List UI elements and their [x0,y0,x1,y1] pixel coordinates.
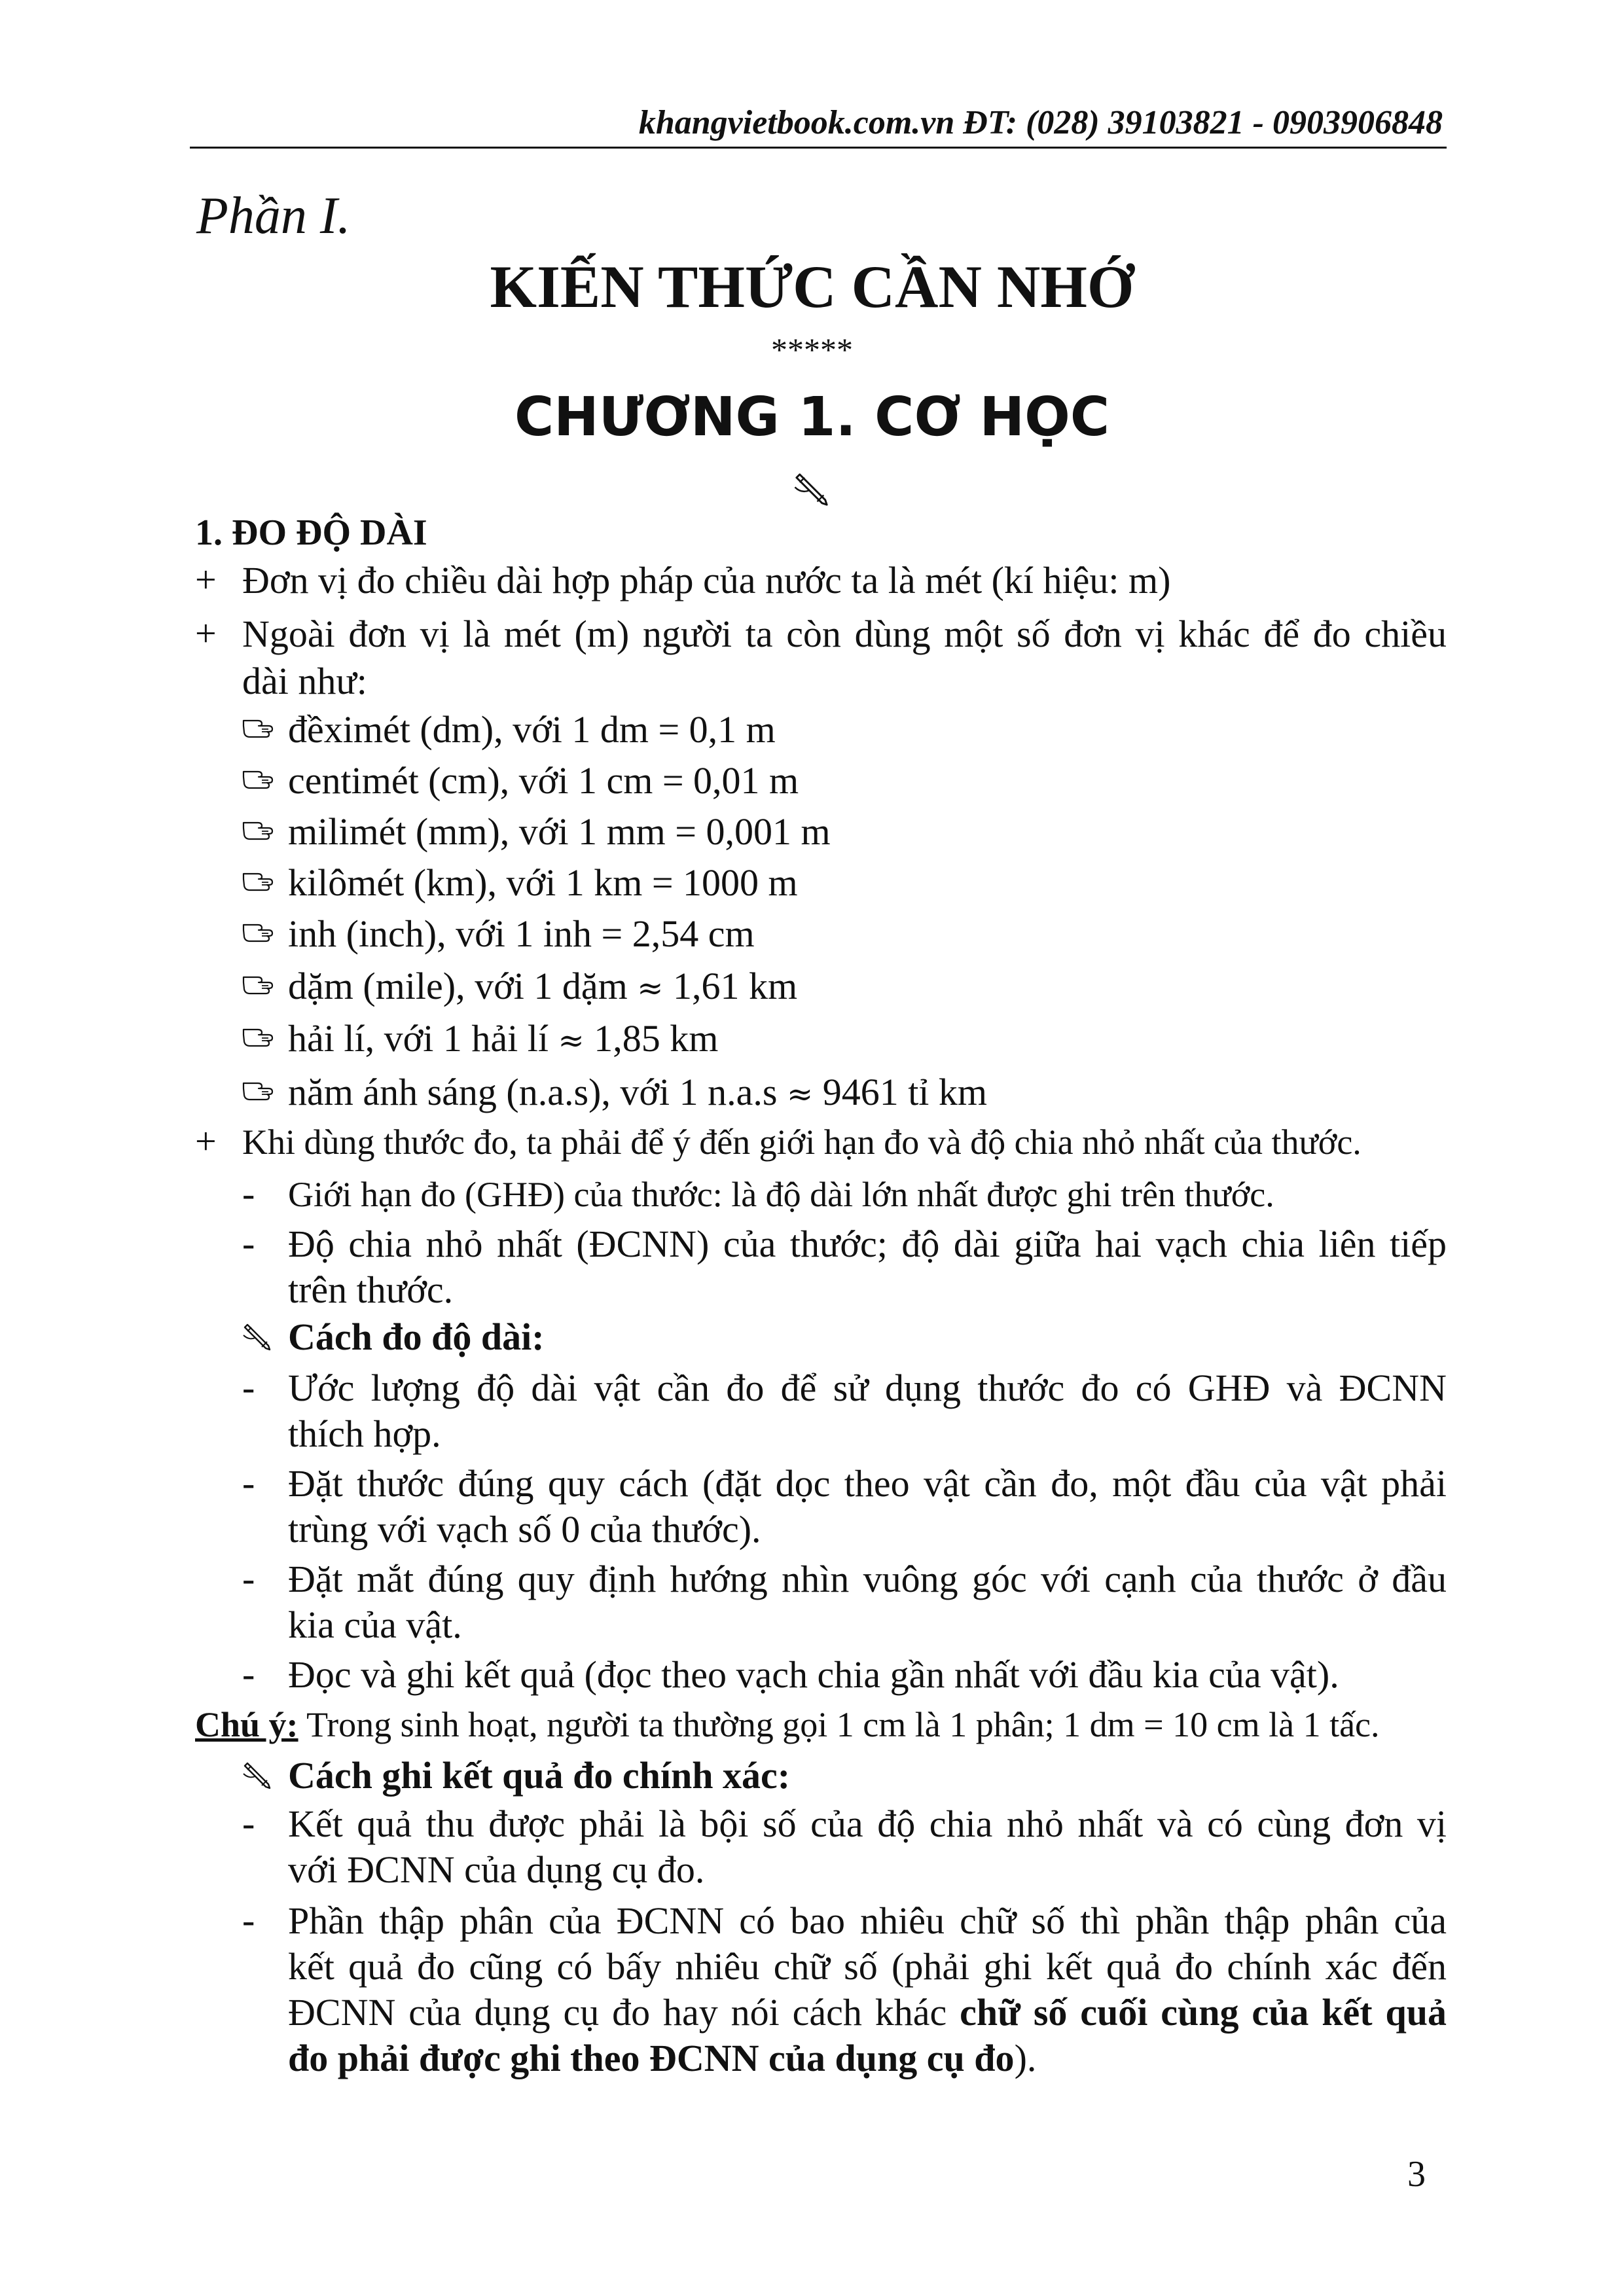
ruler-ghd: Giới hạn đo (GHĐ) của thước: là độ dài lớn nhất được ghi trên thước. [288,1175,1274,1214]
dash-marker: - [242,1557,255,1600]
header-contact: khangvietbook.com.vn ĐT: (028) 39103821 - 0903906848 [638,104,1443,141]
record-rule: Kết quả thu được phải là bội số của độ chia nhỏ nhất và có cùng đơn vị [288,1803,1447,1845]
pointing-hand-icon [242,973,275,996]
chapter-heading: CHƯƠNG 1. CƠ HỌC [514,386,1110,448]
unit-item: centimét (cm), với 1 cm = 0,01 m [288,759,799,802]
record-rule-emphasis: đo phải được ghi theo ĐCNN của dụng cụ đo [288,2037,1015,2079]
record-rule: kết quả đo cũng có bấy nhiêu chữ số (phải ghi kết quả đo chính xác đến [288,1945,1447,1988]
method-title: Cách đo độ dài: [288,1316,545,1358]
approx-symbol: ≈ [637,970,664,1007]
pointing-hand-icon [242,921,275,943]
ruler-dcnn: Độ chia nhỏ nhất (ĐCNN) của thước; độ dài giữa hai vạch chia liên tiếp [288,1223,1447,1265]
units-intro-line: dài như: [242,660,367,702]
dash-marker: - [242,1462,255,1504]
unit-item: inh (inch), với 1 inh = 2,54 cm [288,912,755,955]
unit-item [288,1016,718,1064]
plus-marker: + [195,1120,217,1162]
record-rule: với ĐCNN của dụng cụ đo. [288,1848,705,1891]
unit-item: milimét (mm), với 1 mm = 0,001 m [288,810,831,853]
note-label: Chú ý: [195,1705,298,1744]
record-rule [288,1990,1447,2036]
ruler-dcnn: trên thước. [288,1268,454,1311]
note [195,1702,1380,1748]
part-heading: KIẾN THỨC CẦN NHỚ [490,253,1134,320]
record-rule-emphasis: chữ số cuối cùng của kết quả [960,1991,1447,2034]
record-rule: Phần thập phân của ĐCNN có bao nhiêu chữ số thì phần thập phân của [288,1899,1447,1942]
dash-marker: - [242,1802,255,1844]
approx-symbol: ≈ [558,1022,585,1059]
page-number: 3 [1407,2154,1426,2195]
unit-item: đềximét (dm), với 1 dm = 0,1 m [288,708,776,751]
section-title: 1. ĐO ĐỘ DÀI [195,512,427,553]
units-intro-line: Ngoài đơn vị là mét (m) người ta còn dùng một số đơn vị khác để đo chiều [242,613,1447,655]
unit-text: năm ánh sáng (n.a.s), với 1 n.a.s [288,1071,778,1113]
pointing-hand-icon [242,1079,275,1102]
pointing-hand-icon [242,1026,275,1048]
pointing-hand-icon [242,819,275,841]
unit-item: kilômét (km), với 1 km = 1000 m [288,861,798,904]
unit-item [288,963,797,1011]
unit-item [288,1069,987,1117]
units-intro-line: Đơn vị đo chiều dài hợp pháp của nước ta là mét (kí hiệu: m) [242,559,1171,601]
record-rule-text: ). [1014,2037,1037,2079]
unit-value: 1,61 km [672,965,798,1007]
method-step: kia của vật. [288,1604,462,1646]
pointing-hand-icon [242,870,275,892]
method-step: Đặt mắt đúng quy định hướng nhìn vuông góc với cạnh của thước ở đầu [288,1558,1447,1600]
dash-marker: - [242,1366,255,1408]
method-step: trùng với vạch số 0 của thước). [288,1508,761,1551]
record-rule-text: ĐCNN của dụng cụ đo hay nói cách khác [288,1991,947,2034]
unit-value: 1,85 km [594,1017,719,1060]
pen-icon [793,471,830,508]
plus-marker: + [195,612,217,655]
dash-marker: - [242,1222,255,1265]
ruler-intro: Khi dùng thước đo, ta phải để ý đến giới hạn đo và độ chia nhỏ nhất của thước. [242,1122,1362,1162]
part-title: Phần I. [196,187,351,245]
approx-symbol: ≈ [786,1076,814,1113]
pointing-hand-icon [242,768,275,790]
note-text: Trong sinh hoạt, người ta thường gọi 1 cm là 1 phân; 1 dm = 10 cm là 1 tấc. [306,1705,1380,1744]
method-step: Đọc và ghi kết quả (đọc theo vạch chia gần nhất với đầu kia của vật). [288,1653,1339,1696]
page-header [190,99,1447,149]
method-step: Ước lượng độ dài vật cần đo để sử dụng thước đo có GHĐ và ĐCNN [288,1367,1447,1409]
dash-marker: - [242,1653,255,1695]
stars-divider: ***** [771,331,853,368]
method-step: thích hợp. [288,1412,441,1455]
dash-marker: - [242,1172,255,1215]
dash-marker: - [242,1899,255,1941]
pen-icon [242,1761,272,1791]
method-step: Đặt thước đúng quy cách (đặt dọc theo vật cần đo, một đầu của vật phải [288,1462,1447,1505]
pen-icon [242,1322,272,1352]
pointing-hand-icon [242,717,275,739]
plus-marker: + [195,558,217,601]
unit-text: hải lí, với 1 hải lí [288,1017,549,1060]
unit-value: 9461 tỉ km [822,1071,988,1113]
record-rule [288,2036,1036,2081]
unit-text: dặm (mile), với 1 dặm [288,965,628,1007]
record-title: Cách ghi kết quả đo chính xác: [288,1754,791,1797]
